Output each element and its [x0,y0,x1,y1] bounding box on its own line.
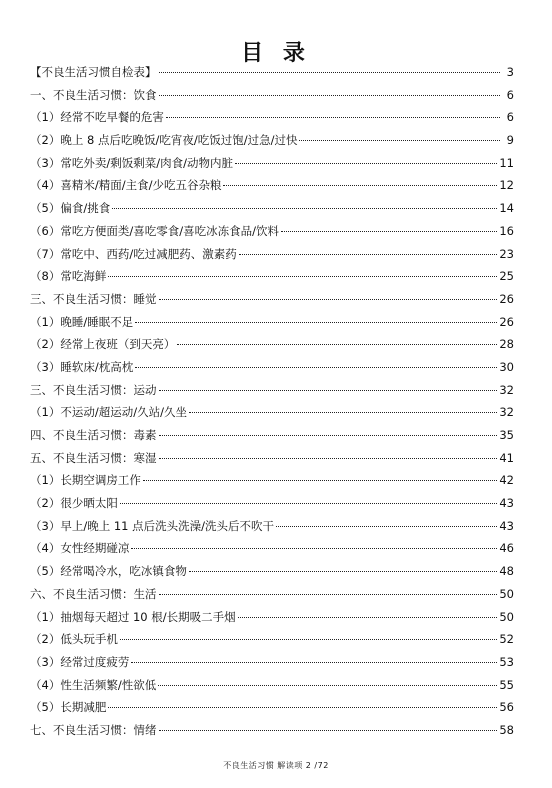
toc-entry-label: （4）女性经期碰凉 [30,541,130,556]
toc-entry-label: 一、不良生活习惯：饮食 [30,87,157,102]
dot-leader [238,617,498,618]
toc-entry[interactable] [30,518,514,541]
dot-leader [135,322,497,323]
toc-entry[interactable] [30,382,514,405]
dot-leader [223,185,497,186]
toc-entry[interactable] [30,314,514,337]
toc-entry-label: （4）性生活频繁/性欲低 [30,677,157,692]
toc-entry[interactable] [30,427,514,450]
toc-entry-label: （2）经常上夜班（到天亮） [30,337,176,352]
toc-entry-label: （4）喜精米/精面/主食/少吃五谷杂粮 [30,178,222,193]
dot-leader [189,412,497,413]
toc-entry-page: 14 [499,201,514,216]
toc-entry-label: （2）晚上 8 点后吃晚饭/吃宵夜/吃饭过饱/过急/过快 [30,133,298,148]
toc-entry[interactable] [30,268,514,291]
toc-entry-page: 56 [499,700,514,715]
toc-entry-label: 四、不良生活习惯：毒素 [30,428,157,442]
dot-leader [159,730,498,731]
page-title: 目 录 [241,41,311,66]
toc-entry[interactable] [30,291,514,314]
toc-entry-label: （1）晚睡/睡眠不足 [30,314,134,329]
toc-entry-label: 【不良生活习惯自检表】 [30,65,157,79]
dot-leader [143,480,498,481]
toc-entry-page: 35 [499,428,514,442]
toc-entry-label: 六、不良生活习惯：生活 [30,586,157,601]
toc-entry-label: （5）长期减肥 [30,700,107,715]
toc-entry[interactable] [30,246,514,269]
toc-entry-page: 6 [506,110,514,125]
toc-entry-label: （3）常吃外卖/剩饭剩菜/肉食/动物内脏 [30,155,233,170]
toc-entry-page: 11 [499,155,514,170]
page-footer: 不良生活习惯 解读项 2 /72 [223,761,329,770]
toc-entry-label: 三、不良生活习惯：运动 [30,382,157,397]
toc-entry[interactable] [30,155,514,178]
toc-entry[interactable] [30,336,514,359]
dot-leader [159,95,501,96]
toc-entry[interactable] [30,223,514,246]
toc-entry-page: 25 [499,269,514,284]
toc-entry-page: 55 [499,677,514,692]
toc-entry-page: 52 [499,632,514,647]
toc-entry-label: （1）不运动/超运动/久站/久坐 [30,405,187,420]
toc-entry-label: 七、不良生活习惯：情绪 [30,722,157,737]
toc-entry-label: （1）经常不吃早餐的危害 [30,110,164,125]
dot-leader [189,571,498,572]
toc-entry-label: 三、不良生活习惯：睡觉 [30,291,157,306]
toc-entry-page: 26 [499,291,514,306]
dot-leader [177,344,497,345]
toc-entry[interactable] [30,132,514,155]
dot-leader [108,707,497,708]
dot-leader [166,117,500,118]
toc-entry[interactable] [30,586,514,609]
toc-entry[interactable] [30,654,514,677]
toc-entry-page: 50 [499,586,514,601]
dot-leader [131,548,497,549]
toc-entry-page: 9 [506,133,514,148]
toc-entry[interactable] [30,404,514,427]
toc-entry-label: （2）低头玩手机 [30,632,118,647]
toc-entry-page: 30 [499,359,514,374]
toc-entry-page: 43 [499,496,514,511]
toc-entry-page: 6 [506,87,514,102]
toc-entry-page: 53 [499,654,514,669]
toc-entry-label: （3）早上/晚上 11 点后洗头洗澡/洗头后不吹干 [30,518,275,533]
toc-entry-page: 48 [499,564,514,579]
dot-leader [135,367,497,368]
dot-leader [159,299,498,300]
toc-entry-label: 五、不良生活习惯：寒湿 [30,450,157,465]
toc-entry[interactable] [30,64,514,87]
dot-leader [159,458,498,459]
toc-entry-label: （7）常吃中、西药/吃过减肥药、激素药 [30,246,237,261]
toc-entry[interactable] [30,359,514,382]
toc-entry-label: （3）经常过度疲劳 [30,654,130,669]
dot-leader [120,503,498,504]
toc-entry[interactable] [30,540,514,563]
toc-entry-page: 3 [506,65,514,79]
dot-leader [276,526,497,527]
toc-entry-page: 28 [499,337,514,352]
toc-entry-label: （3）睡软床/枕高枕 [30,359,134,374]
toc-entry-page: 32 [499,382,514,397]
toc-entry[interactable] [30,109,514,132]
toc-entry-page: 58 [499,722,514,737]
toc-entry-page: 41 [499,450,514,465]
toc-entry-page: 16 [499,223,514,238]
dot-leader [299,140,500,141]
dot-leader [159,390,498,391]
toc-entry[interactable] [30,200,514,223]
toc-entry-label: （1）长期空调房工作 [30,473,141,488]
toc-entry[interactable] [30,699,514,722]
toc-entry[interactable] [30,87,514,110]
toc-entry-page: 46 [499,541,514,556]
dot-leader [131,662,497,663]
toc-entry-label: （2）很少晒太阳 [30,496,118,511]
toc-entry[interactable] [30,563,514,586]
dot-leader [281,231,497,232]
toc-entry[interactable] [30,450,514,473]
toc-entry-page: 42 [499,473,514,488]
toc-entry[interactable] [30,631,514,654]
dot-leader [239,254,498,255]
toc-entry-label: （6）常吃方便面类/喜吃零食/喜吃冰冻食品/饮料 [30,223,279,238]
toc-entry[interactable] [30,177,514,200]
dot-leader [120,639,498,640]
toc-entry-page: 23 [499,246,514,261]
table-of-contents [30,64,514,745]
toc-entry[interactable] [30,472,514,495]
toc-entry[interactable] [30,609,514,632]
toc-entry-page: 12 [499,178,514,193]
dot-leader [159,435,498,436]
toc-entry-label: （5）经常喝冷水，吃冰镇食物 [30,564,187,579]
dot-leader [159,594,498,595]
toc-entry-page: 50 [499,609,514,624]
toc-entry-label: （8）常吃海鲜 [30,269,107,284]
dot-leader [112,208,497,209]
toc-entry[interactable] [30,677,514,700]
dot-leader [158,685,497,686]
toc-entry-page: 32 [499,405,514,420]
toc-entry[interactable] [30,495,514,518]
toc-entry-page: 26 [499,314,514,329]
toc-entry-label: （1）抽烟每天超过 10 根/长期吸二手烟 [30,609,236,624]
dot-leader [108,276,497,277]
dot-leader [159,72,501,73]
toc-entry[interactable] [30,722,514,745]
dot-leader [235,163,497,164]
toc-entry-page: 43 [499,518,514,533]
toc-entry-label: （5）偏食/挑食 [30,201,111,216]
